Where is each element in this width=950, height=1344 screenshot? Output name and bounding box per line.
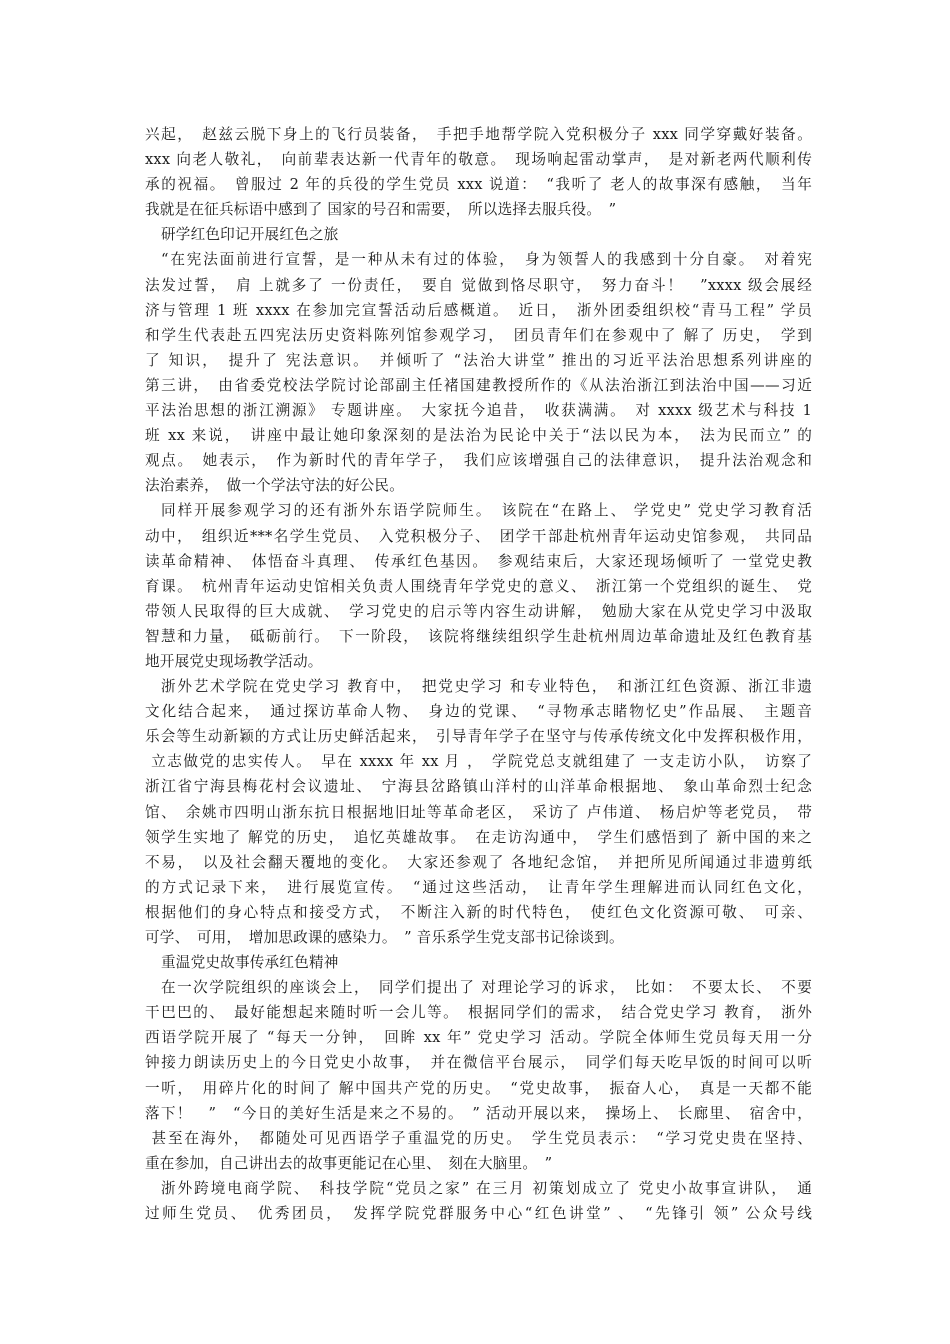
text-line: 落下！ ” “今日的美好生活是来之不易的。 ” 活动开展以来， 操场上、 长廊里、 宿舍中， (145, 1104, 812, 1122)
text-line: 动中， 组织近***名学生党员、 入党积极分子、 团学干部赴杭州青年运动史馆参观， 共同品 (145, 527, 812, 545)
text-line: 可学、 可用， 增加思政课的感染力。 ” 音乐系学生党支部书记徐谈到。 (145, 929, 624, 946)
section-heading: 重温党史故事传承红色精神 (161, 954, 339, 972)
text-line: 西语学院开展了 “每天一分钟， 回眸 xx 年” 党史学习 活动。学院全体师生党员每天用一分 (145, 1029, 812, 1047)
text-line: 兴起， 赵兹云脱下身上的飞行员装备， 手把手地帮学院入党积极分子 xxx 同学穿戴好装备。 (145, 126, 812, 143)
text-line: 立志做党的忠实传人。 早在 xxxx 年 xx 月 ， 学院党总支就组建了 一支走访小队， 访察了 (145, 753, 812, 771)
text-line: 浙江省宁海县梅花村会议遗址、 宁海县岔路镇山洋村的山洋革命根据地、 象山革命烈士纪念 (145, 778, 812, 796)
text-line: 根据他们的身心特点和接受方式， 不断注入新的时代特色， 使红色文化资源可敬、 可亲、 (145, 903, 812, 921)
text-line: 读革命精神、 体悟奋斗真理、 传承红色基因。 参观结束后，大家还现场倾听了 一堂党史教 (145, 552, 812, 570)
text-line: 承的祝福。 曾服过 2 年的兵役的学生党员 xxx 说道： “我听了 老人的故事深有感触， 当年 (145, 176, 812, 194)
text-line: 不易， 以及社会翻天覆地的变化。 大家还参观了 各地纪念馆， 并把所见所闻通过非遗剪纸 (145, 853, 812, 871)
text-line: 一听， 用碎片化的时间了 解中国共产党的历史。 “党史故事， 振奋人心， 真是一天都不能 (145, 1079, 812, 1097)
text-line: xxx 向老人敬礼， 向前辈表达新一代青年的敬意。 现场响起雷动掌声， 是对新老两代顺利传 (145, 151, 812, 169)
text-line: 了 知识， 提升了 宪法意识。 并倾听了 “法治大讲堂” 推出的习近平法治思想系列讲座的 (145, 351, 812, 369)
text-line: 浙外跨境电商学院、 科技学院“党员之家” 在三月 初策划成立了 党史小故事宣讲队， 通 (161, 1179, 812, 1197)
text-line: 我就是在征兵标语中感到了 国家的号召和需要， 所以选择去服兵役。 ” (145, 201, 617, 219)
text-line: 智慧和力量， 砥砺前行。 下一阶段， 该院将继续组织学生赴杭州周边革命遗址及红色教育基 (145, 627, 812, 645)
text-line: 文化结合起来， 通过探访革命人物、 身边的党课、 “寻物承志睹物忆史”作品展、 主题音 (145, 703, 812, 721)
text-line: 带领人民取得的巨大成就、 学习党史的启示等内容生动讲解， 勉励大家在从党史学习中汲取 (145, 602, 812, 620)
text-line: 济与管理 1 班 xxxx 在参加完宣誓活动后感概道。 近日， 浙外团委组织校“青马工程” 学员 (145, 301, 812, 319)
text-line: 地开展党史现场教学活动。 (145, 652, 323, 670)
text-line: 馆、 余姚市四明山浙东抗日根据地旧址等革命老区， 采访了 卢伟道、 杨启炉等老党员， 带 (145, 803, 812, 821)
text-line: 在一次学院组织的座谈会上， 同学们提出了 对理论学习的诉求， 比如： 不要太长、 不要 (161, 979, 812, 997)
text-line: 干巴巴的、 最好能想起来随时听一会儿等。 根据同学们的需求， 结合党史学习 教育， 浙外 (145, 1004, 812, 1022)
text-line: 浙外艺术学院在党史学习 教育中， 把党史学习 和专业特色， 和浙江红色资源、浙江非遗 (161, 678, 812, 696)
section-heading: 研学红色印记开展红色之旅 (161, 226, 339, 244)
text-line: 平法治思想的浙江溯源》 专题讲座。 大家抚今追昔， 收获满满。 对 xxxx 级艺术与科技 1 (145, 402, 812, 420)
text-line: 同样开展参观学习的还有浙外东语学院师生。 该院在“在路上、 学党史” 党史学习教育活 (161, 502, 812, 520)
text-line: 甚至在海外， 都随处可见西语学子重温党的历史。 学生党员表示： “学习党史贵在坚持、 (145, 1129, 812, 1147)
text-line: 领学生实地了 解党的历史， 追忆英雄故事。 在走访沟通中， 学生们感悟到了 新中国的来之 (145, 828, 812, 846)
text-line: 乐会等生动新颖的方式让历史鲜活起来， 引导青年学子在坚守与传承传统文化中发挥积极作用， (145, 728, 812, 746)
text-line: 法治素养， 做一个学法守法的好公民。 (145, 477, 404, 495)
text-line: “在宪法面前进行宣誓，是一种从未有过的体验， 身为领誓人的我感到十分自豪。 对着宪 (161, 251, 812, 269)
text-line: 班 xx 来说， 讲座中最让她印象深刻的是法治为民论中关于“法以民为本， 法为民而立” 的 (145, 427, 812, 445)
text-line: 过师生党员、 优秀团员， 发挥学院党群服务中心“红色讲堂” 、 “先锋引 领” 公众号线 (145, 1205, 812, 1223)
text-line: 观点。 她表示， 作为新时代的青年学子， 我们应该增强自己的法律意识， 提升法治观念和 (145, 452, 812, 470)
text-line: 的方式记录下来， 进行展览宣传。 “通过这些活动， 让青年学生理解进而认同红色文化， (145, 878, 812, 896)
text-line: 法发过誓， 肩 上就多了 一份责任， 要自 觉做到恪尽职守， 努力奋斗！ ”xxxx 级会展经 (145, 276, 812, 294)
text-line: 钟接力朗读历史上的今日党史小故事， 并在微信平台展示， 同学们每天吃早饭的时间可以听 (145, 1054, 812, 1072)
text-line: 重在参加，自己讲出去的故事更能记在心里、 刻在大脑里。 ” (145, 1154, 553, 1172)
text-line: 育课。 杭州青年运动史馆相关负责人围绕青年学党史的意义、 浙江第一个党组织的诞生、 党 (145, 577, 812, 595)
text-line: 第三讲， 由省委党校法学院讨论部副主任褚国建教授所作的《从法治浙江到法治中国——习近 (145, 376, 812, 394)
text-line: 和学生代表赴五四宪法历史资料陈列馆参观学习， 团员青年们在参观中了 解了 历史， 学到 (145, 326, 812, 344)
